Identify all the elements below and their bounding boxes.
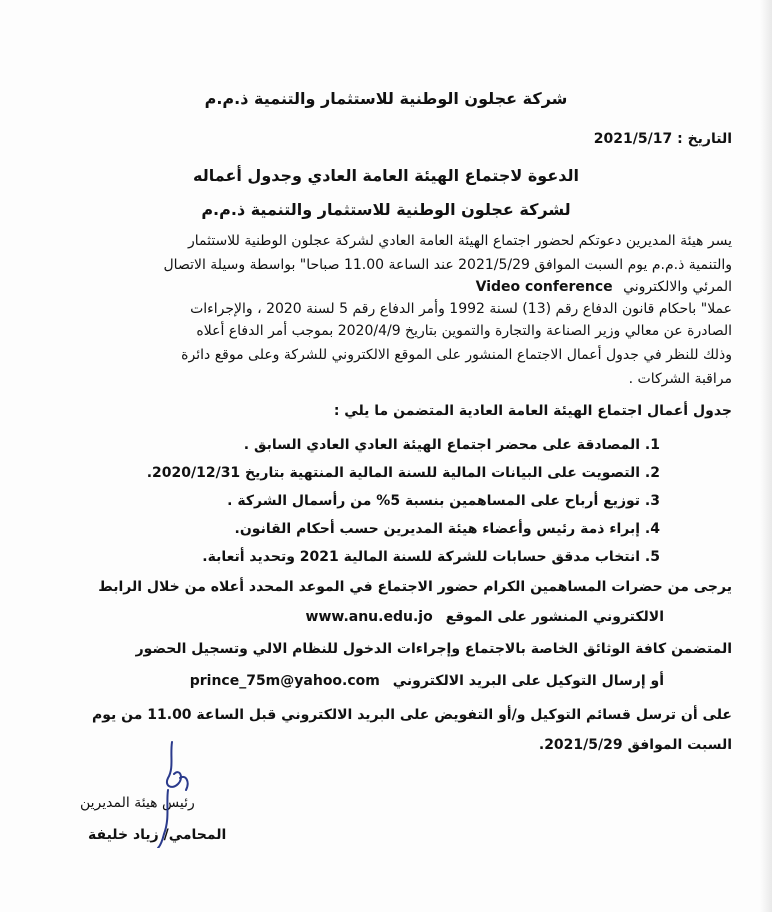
intro-line [476,278,732,296]
signature-title: رئيس هيئة المديرين [80,795,195,811]
handwritten-signature [150,738,210,848]
date-label: التاريخ : [677,131,732,147]
agenda-heading: جدول أعمال اجتماع الهيئة العامة العادية المتضمن ما يلي : [333,403,732,419]
website-link[interactable]: www.anu.edu.jo [305,609,433,625]
closing-line-text: أو إرسال التوكيل على البريد الالكتروني [392,673,664,689]
intro-line: والتنمية ذ.م.م يوم السبت الموافق 2021/5/29 عند الساعة 11.00 صباحا" بواسطة وسيلة الاتصال [163,257,732,273]
document-title-line2: لشركة عجلون الوطنية للاستثمار والتنمية ذ.م.م [201,200,571,219]
date-line [594,130,732,148]
intro-line-text: المرئي والالكتروني [623,279,732,295]
intro-line: مراقبة الشركات . [628,371,732,387]
agenda-item: 3. توزيع أرباح على المساهمين بنسبة 5% من رأسمال الشركة . [227,493,660,509]
email-link[interactable]: prince_75m@yahoo.com [189,673,380,689]
date-value: 2021/5/17 [593,131,673,147]
agenda-item: 2. التصويت على البيانات المالية للسنة المالية المنتهية بتاريخ 2020/12/31. [146,465,660,481]
signatory-name: المحامي/ زياد خليفة [88,827,227,843]
video-conference-term: Video conference [475,279,613,295]
closing-line: على أن ترسل قسائم التوكيل و/أو التفويض على البريد الالكتروني قبل الساعة 11.00 من يوم [91,707,732,723]
agenda-item: 4. إبراء ذمة رئيس وأعضاء هيئة المديرين حسب أحكام القانون. [234,521,660,537]
agenda-item: 5. انتخاب مدقق حسابات للشركة للسنة المالية 2021 وتحديد أتعابة. [202,549,660,565]
intro-line: يسر هيئة المديرين دعوتكم لحضور اجتماع الهيئة العامة العادي لشركة عجلون الوطنية للاستثمار [187,233,732,249]
closing-line [190,672,664,690]
company-header: شركة عجلون الوطنية للاستثمار والتنمية ذ.م.م [204,89,568,108]
intro-line: عملا" باحكام قانون الدفاع رقم (13) لسنة 1992 وأمر الدفاع رقم 5 لسنة 2020 ، والإجراءات [190,301,732,317]
intro-line: وذلك للنظر في جدول أعمال الاجتماع المنشور على الموقع الالكتروني للشركة وعلى موقع دائرة [181,347,732,363]
closing-line: يرجى من حضرات المساهمين الكرام حضور الاجتماع في الموعد المحدد أعلاه من خلال الرابط [98,579,732,595]
agenda-item: 1. المصادقة على محضر اجتماع الهيئة العادي العادي السابق . [243,437,660,453]
closing-line: المتضمن كافة الوثائق الخاصة بالاجتماع وإجراءات الدخول للنظام الالي وتسجيل الحضور [135,641,732,657]
intro-line: الصادرة عن معالي وزير الصناعة والتجارة والتموين بتاريخ 2020/4/9 بموجب أمر الدفاع أعلاه [196,323,732,339]
document-title-line1: الدعوة لاجتماع الهيئة العامة العادي وجدول أعماله [193,166,579,185]
closing-line-text: الالكتروني المنشور على الموقع [445,609,664,625]
closing-line: السبت الموافق 2021/5/29. [538,737,732,753]
closing-line [306,608,664,626]
scan-edge-shadow [760,0,772,912]
